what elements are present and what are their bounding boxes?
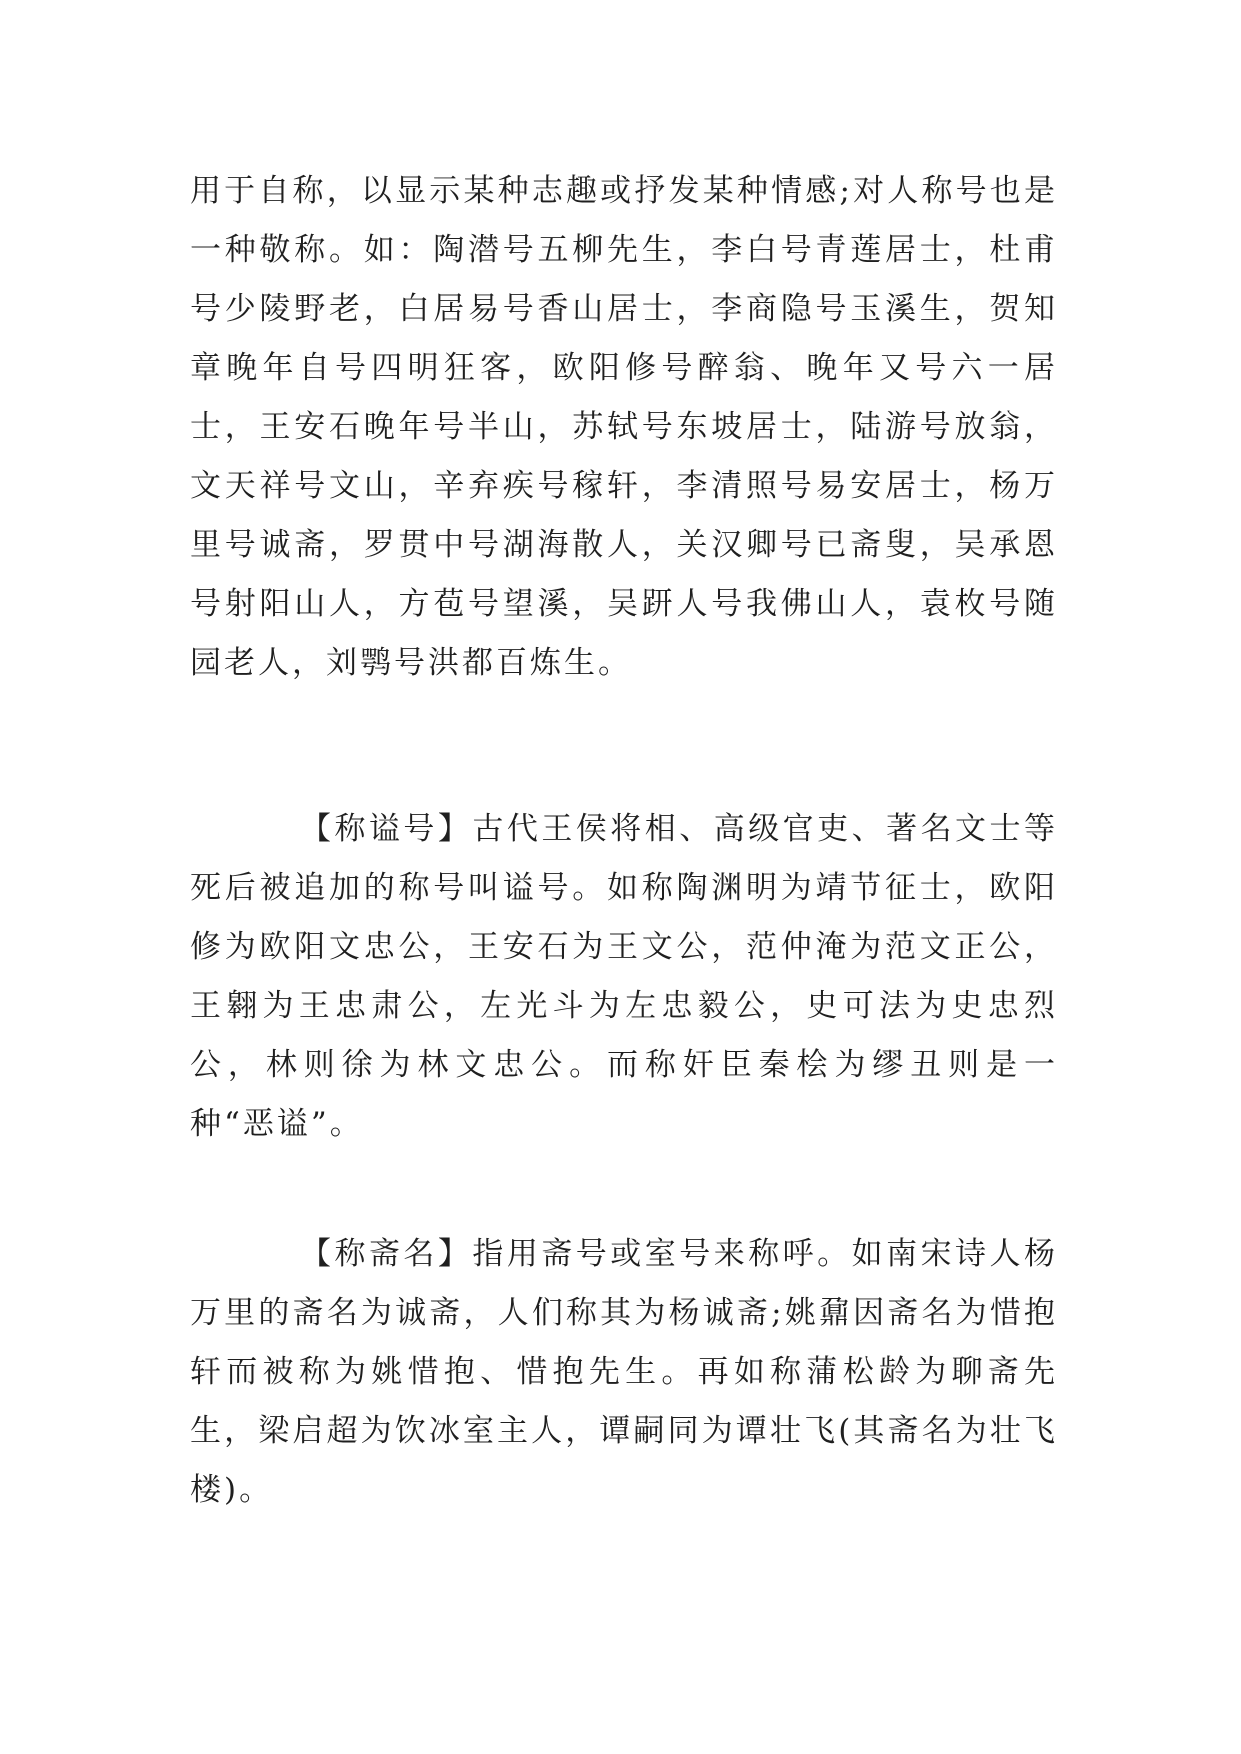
paragraph-zhai-ming: 【称斋名】指用斋号或室号来称呼。如南宋诗人杨万里的斋名为诚斋，人们称其为杨诚斋;姚鼐因斋名为惜抱轩而被称为姚惜抱、惜抱先生。再如称蒲松龄为聊斋先生，梁启超为饮冰室主人，谭嗣同为谭壮飞(其斋名为壮飞楼)。: [190, 1236, 1058, 1508]
paragraph-hao-examples: 用于自称，以显示某种志趣或抒发某种情感;对人称号也是一种敬称。如：陶潜号五柳先生，李白号青莲居士，杜甫号少陵野老，白居易号香山居士，李商隐号玉溪生，贺知章晚年自号四明狂客，欧阳修号醉翁、晚年又号六一居士，王安石晚年号半山，苏轼号东坡居士，陆游号放翁，文天祥号文山，辛弃疾号稼轩，李清照号易安居士，杨万里号诚斋，罗贯中号湖海散人，关汉卿号已斋叟，吴承恩号射阳山人，方苞号望溪，吴趼人号我佛山人，袁枚号随园老人，刘鹗号洪都百炼生。: [190, 173, 1058, 681]
paragraph-shi-hao: 【称谥号】古代王侯将相、高级官吏、著名文士等死后被追加的称号叫谥号。如称陶渊明为靖节征士，欧阳修为欧阳文忠公，王安石为王文公，范仲淹为范文正公，王翱为王忠肃公，左光斗为左忠毅公，史可法为史忠烈公，林则徐为林文忠公。而称奸臣秦桧为缪丑则是一种“恶谥”。: [190, 811, 1058, 1142]
